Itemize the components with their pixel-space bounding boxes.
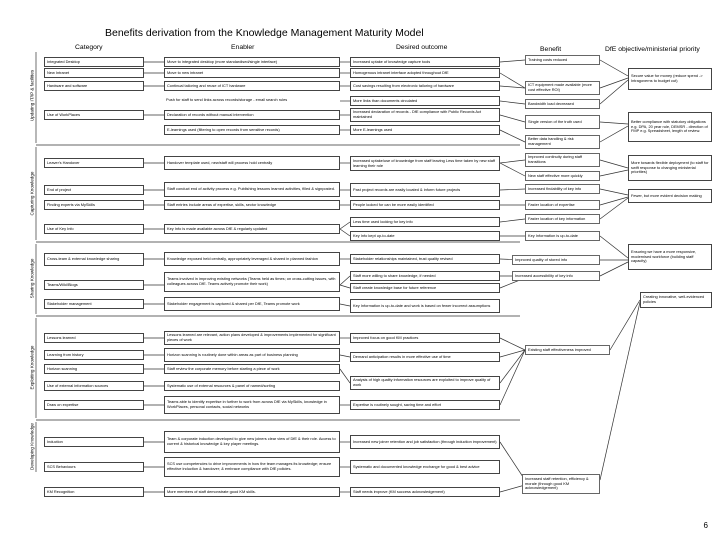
benefit-bandwidth: Bandwidth load decreased (525, 99, 600, 109)
connector (500, 163, 525, 176)
section-label-exploiting: Exploiting Knowledge (29, 345, 35, 390)
benefit-data-handling: Better data handling & risk management (525, 135, 600, 149)
enabler-teams-networks: Teams involved in improving existing networks (Teams held as times; on cross-cutting issues, with colleagues across DfE. Teams actively promote their work) (164, 272, 340, 292)
connector (500, 350, 525, 357)
connector (600, 160, 628, 168)
page-title: Benefits derivation from the Knowledge Management Maturity Model (105, 27, 424, 39)
outcome-key-info-uptodate: Key Info kept up-to-date (350, 231, 500, 241)
connector (600, 302, 640, 480)
enabler-new-intranet: Move to new intranet (164, 68, 340, 78)
connector (500, 160, 525, 163)
enabler-corporate-memory: Staff review the corporate memory before starting a piece of work (164, 364, 340, 374)
connector (340, 222, 350, 229)
category-learning-history: Learning from history (44, 350, 144, 360)
outcome-knowledge-exchange: Systematic and documented knowledge exchange for good & best advice (350, 460, 500, 474)
enabler-key-info: Key Info is made available across DfE & regularly updated (164, 224, 340, 234)
outcome-cost-savings: Cost savings resulting from electronic tailoring of hardware (350, 81, 500, 91)
benefit-accessibility: Increased accessibility of key info (512, 271, 600, 281)
outcome-share-knowledge: Staff more willing to share knowledge, if needed (350, 271, 500, 281)
header-desired-outcome: Desired outcome (396, 44, 448, 51)
enabler-e-learnings: E-learnings used (filtering to open records from sensitive records) (164, 125, 340, 135)
enabler-send-links: Push for staff to send links across records/storage - email search rules (166, 98, 288, 102)
priority-value-for-money: Secure value for money (reduce spend -> Intragoverns to budget cut) (628, 68, 712, 90)
connector (500, 189, 525, 190)
enabler-km-skills: More members of staff demonstrate good KM skills. (164, 487, 340, 497)
outcome-knowledge-base: Staff create knowledge base for future reference (350, 283, 500, 293)
enabler-staff-expertise: Staff entries include areas of expertise, skills, sector knowledge (164, 200, 340, 210)
connector (600, 126, 628, 142)
outcome-expertise-sought: Expertise is routinely sought, saving time and effort (350, 400, 500, 410)
connector (500, 115, 525, 122)
connector (600, 170, 628, 176)
benefit-staff-retention: Increased staff retention, efficiency & morale (through good KM acknowledgement) (522, 474, 600, 494)
connector (600, 189, 628, 195)
benefit-key-info-uptodate: Key Information is up-to-date (525, 231, 600, 241)
outcome-declaration-records: Increased declaration of records - DfE compliance with Public Records Act maintained (350, 108, 500, 122)
enabler-scs-competencies: SCS use competencies to drive improvements in how the team manages its knowledge; ensure effective induction & handover; & embrace compliance with DfE policies. (164, 457, 340, 477)
outcome-demand-anticipation: Demand anticipation results in more effective use of time (350, 352, 500, 362)
category-hardware-software: Hardware and software (44, 81, 144, 91)
benefit-findability: Increased findability of key info (525, 184, 600, 194)
connector (340, 304, 350, 306)
enabler-external-resources: Systematic use of external resources & panel of named/sorting (164, 381, 340, 391)
connector (500, 219, 525, 222)
connector (600, 80, 628, 104)
priority-flexible-deployment: More towards flexible deployment (to staff for swift response to changing ministerial priorities) (628, 155, 712, 181)
priority-statutory-compliance: Better compliance with statutory obligations e.g. DPA, 20 year rule, DEMSR - direction of FMP e.g. Spreadsheet, length of review. (628, 112, 712, 142)
section-label-updating: Updating IT/IP & facilities (29, 69, 35, 122)
connector (600, 78, 628, 88)
category-stakeholder-management: Stakeholder management (44, 299, 144, 309)
connector (340, 285, 350, 288)
benefit-staff-effectiveness: Existing staff effectiveness improved (525, 345, 610, 355)
benefit-ict-equipment: ICT equipment made available (more cost effective ROI) (525, 81, 600, 95)
priority-decision-making: Fewer, but more evident decision making (628, 189, 712, 203)
outcome-key-info-fewer-assumptions: Key Information is up-to-date and work is based on fewer incorrect assumptions (350, 299, 500, 313)
connector (500, 130, 525, 142)
enabler-declaration-records: Declaration of records without manual intervention (164, 110, 340, 120)
connector (600, 122, 628, 124)
category-induction: Induction (44, 437, 144, 447)
category-workplaces: Use of WorkPlaces (44, 110, 144, 120)
category-draw-on-expertise: Draw on expertise (44, 400, 144, 410)
category-finding-experts: Finding experts via MySkills (44, 200, 144, 210)
connector (500, 60, 525, 62)
connector (600, 236, 628, 258)
outcome-staff-needs: Staff needs improve (KM success acknowledgement) (350, 487, 500, 497)
header-enabler: Enabler (231, 44, 255, 51)
category-scs-behaviours: SCS Behaviours (44, 462, 144, 472)
outcome-knowledge-leavers: Increased uptake/use of knowledge from staff leaving Less time taken by new staff learning their role (350, 156, 500, 171)
enabler-end-of-activity: Staff conduct end of activity process e.g. Publishing lessons learned activities, filled & signposted. (164, 182, 340, 197)
connector (500, 73, 525, 88)
header-priority: DfE objective/ministerial priority (605, 46, 700, 53)
section-label-developing: Developing Knowledge (29, 423, 35, 470)
benefit-faster-key-info: Faster location of key information (525, 214, 600, 224)
benefit-single-truth: Single version of the truth used (525, 115, 600, 129)
benefit-faster-expertise: Faster location of expertise (525, 200, 600, 210)
connector (610, 300, 640, 350)
connector (600, 262, 628, 276)
outcome-uptake-tools: Increased uptake of knowledge capture tools (350, 57, 500, 67)
connector (340, 355, 350, 357)
header-category: Category (75, 44, 103, 51)
enabler-ict-hardware: Continual tailoring and reuse of ICT hardware (164, 81, 340, 91)
header-benefit: Benefit (540, 46, 562, 53)
category-lessons-learned: Lessons learned (44, 333, 144, 343)
benefit-new-staff-effective: New staff effective more quickly (525, 171, 600, 181)
category-new-intranet: New Intranet (44, 68, 144, 78)
outcome-people-identified: People looked for can be more easily identified (350, 200, 500, 210)
outcome-past-project-records: Past project records are easily located & inform future projects (350, 183, 500, 197)
outcome-more-elearnings: More E-learnings used (350, 125, 500, 135)
enabler-horizon-routine: Horizon scanning is routinely done within areas as part of business planning (164, 348, 340, 362)
category-teams-wiki-blogs: Teams/Wiki/Blogs (44, 280, 144, 290)
outcome-stakeholder-relationships: Stakeholder relationships maintained, trust quality revised (350, 254, 500, 264)
category-integrated-desktop: Integrated Desktop (44, 57, 144, 67)
connector (500, 86, 525, 88)
enabler-induction: Team & corporate induction developed to give new joiners clear view of DfE & their role. Access to current & historical knowledge & key player meetings. (164, 431, 340, 453)
connector (340, 369, 350, 383)
outcome-joiner-retention: Increased new joiner retention and job satisfaction (through induction improvement) (350, 435, 500, 449)
enabler-stakeholder-engagement: Stakeholder engagement is captured & shared per DfE, Teams promote work (164, 297, 340, 311)
benefit-continuity: Improved continuity during staff transitions (525, 153, 600, 167)
category-cross-team-sharing: Cross-team & external knowledge sharing (44, 253, 144, 266)
enabler-knowledge-exposed: Knowledge exposed held centrally, appropriately leveraged & shared in planned fashion (164, 252, 340, 266)
outcome-homogenous-intranet: Homogenous intranet interface adopted throughout DfE (350, 68, 500, 78)
enabler-identify-expertise: Teams able to identify expertise in further to work from across DfE via MySkills, knowledge in WorkPlaces, personal contacts, social networks (164, 396, 340, 414)
section-label-sharing: Sharing Knowledge (29, 258, 35, 299)
priority-innovative-policies: Creating innovative, well-evidenced policies (640, 292, 712, 308)
benefit-training-costs: Training costs reduced (525, 55, 600, 65)
outcome-information-resources: Analysis of high quality information resources are exploited to improve quality of work (350, 376, 500, 390)
category-external-sources: Use of external information sources (44, 381, 144, 391)
benefit-quality-stored-info: Improved quality of stored info (512, 255, 600, 265)
connector (500, 101, 525, 104)
enabler-integrated-desktop: Move to integrated desktop (more standardised/single interface) (164, 57, 340, 67)
outcome-km-practices: Improved focus on good KM practices (350, 333, 500, 343)
connector (600, 60, 628, 76)
category-leavers-handover: Leaver's Handover (44, 158, 144, 168)
category-key-info: Use of Key Info (44, 224, 144, 234)
connector (500, 338, 525, 350)
page-number: 6 (703, 521, 708, 530)
priority-modernised-workforce: Ensuring we have a more responsive, modernised workforce (building staff capacity) (628, 244, 712, 270)
outcome-more-links: More links than documents circulated (350, 96, 500, 106)
category-end-of-project: End of project (44, 185, 144, 195)
outcome-less-time-key-info: Less time used looking for key info (350, 217, 500, 227)
category-km-recognition: KM Recognition (44, 487, 144, 497)
category-horizon-scanning: Horizon scanning (44, 364, 144, 374)
connector (340, 229, 350, 236)
connector (340, 276, 350, 285)
enabler-handover-template: Handover template used, new/staff will process hold centrally (164, 156, 340, 170)
section-label-capturing: Capturing Knowledge (29, 171, 35, 216)
enabler-lessons-relevant: Lessons learned are relevant, action plans developed & improvements implemented for significant pieces of work (164, 331, 340, 345)
